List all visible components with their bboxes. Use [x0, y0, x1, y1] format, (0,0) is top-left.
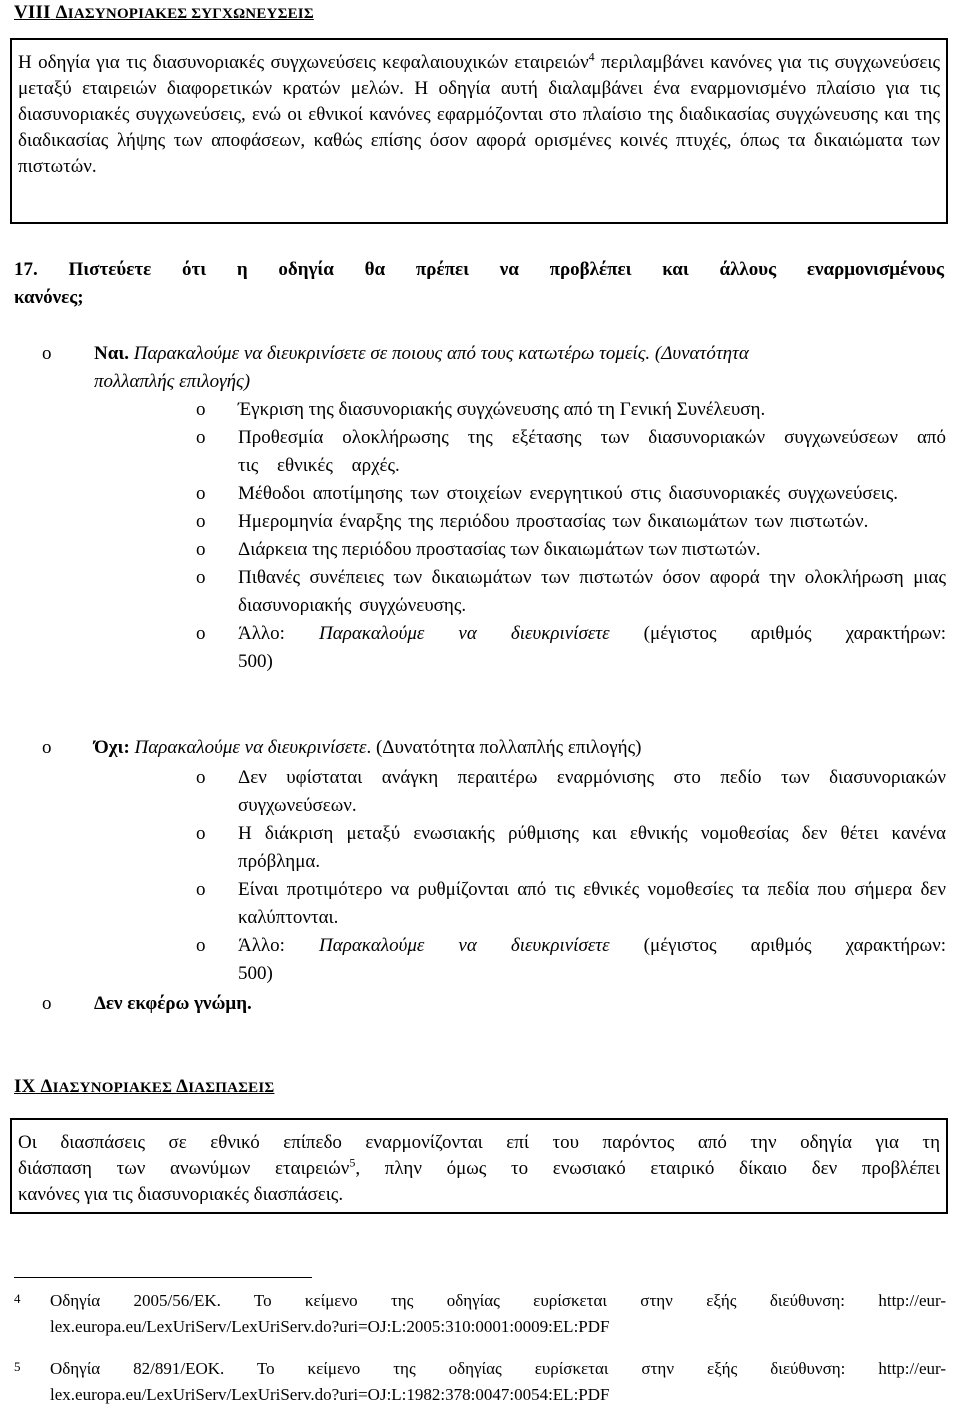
no-item-other[interactable]: o Άλλο: Παρακαλούμε να διευκρινίσετε (μέγιστος αριθμός χαρακτήρων: 500) [196, 932, 946, 988]
checkbox-bullet-icon[interactable]: o [196, 567, 206, 588]
radio-bullet-icon[interactable]: o [42, 737, 52, 758]
no-item[interactable]: o Δεν υφίσταται ανάγκη περαιτέρω εναρμόνισης στο πεδίο των διασυνοριακών συγχωνεύσεων. [196, 764, 946, 820]
question-17: 17. Πιστεύετε ότι η οδηγία θα πρέπει να προβλέπει και άλλους εναρμονισμένους κανόνες; [14, 259, 944, 308]
footnote-link[interactable]: lex.europa.eu/LexUriServ/LexUriServ.do?uri=OJ:L:2005:310:0001:0009:EL:PDF [50, 1317, 610, 1336]
checkbox-bullet-icon[interactable]: o [196, 623, 206, 644]
checkbox-bullet-icon[interactable]: o [196, 399, 206, 420]
intro-box-mergers [10, 38, 948, 224]
checkbox-bullet-icon[interactable]: o [196, 767, 206, 788]
footnote-separator [14, 1277, 312, 1278]
yes-item-other[interactable]: o Άλλο: Παρακαλούμε να διευκρινίσετε (μέγιστος αριθμός χαρακτήρων: 500) [196, 620, 946, 676]
intro-box-text: Η οδηγία για τις διασυνοριακές συγχωνεύσεις κεφαλαιουχικών εταιρειών$^4$ περιλαμβάνει κανόνες για τις συγχωνεύσεις μεταξύ εταιρειών διαφορετικών κρατών μελών. Η οδηγία αυτή διαλαμβάνει ένα εναρμονισμένο πλαίσιο για τις διασυνοριακές συγχωνεύσεις, ενώ οι εθνικοί κανόνες εφαρμόζονται στο πλαίσιο της διαδικασίας συγχώνευσης και της διαδικασίας λήψης των αποφάσεων, καθώς επίσης όσον αφορά ορισμένες κοινές πτυχές, όπως τα δικαιώματα των πιστωτών. [18, 49, 940, 177]
yes-item[interactable]: o Μέθοδοι αποτίμησης των στοιχείων ενεργητικού στις διασυνοριακές συγχωνεύσεις. [196, 480, 946, 508]
radio-bullet-icon[interactable]: o [42, 993, 52, 1014]
checkbox-bullet-icon[interactable]: o [196, 427, 206, 448]
checkbox-bullet-icon[interactable]: o [196, 483, 206, 504]
yes-item[interactable]: o Ημερομηνία έναρξης της περιόδου προστασίας των δικαιωμάτων των πιστωτών. [196, 508, 946, 536]
option-no[interactable]: o Όχι: Παρακαλούμε να διευκρινίσετε. (Δυνατότητα πολλαπλής επιλογής) [42, 734, 948, 762]
no-items-list [196, 764, 946, 988]
footnote-4: 4 Οδηγία 2005/56/ΕΚ. Το κείμενο της οδηγίας ευρίσκεται στην εξής διεύθυνση: http://eur- lex.europa.eu/LexUriServ/LexUriServ.do?uri=OJ:L:2005:310:0001:0009:EL:PDF [14, 1288, 946, 1340]
yes-item[interactable]: o Έγκριση της διασυνοριακής συγχώνευσης από τη Γενική Συνέλευση. [196, 396, 946, 424]
checkbox-bullet-icon[interactable]: o [196, 539, 206, 560]
checkbox-bullet-icon[interactable]: o [196, 823, 206, 844]
footnote-link[interactable]: lex.europa.eu/LexUriServ/LexUriServ.do?uri=OJ:L:1982:378:0047:0054:EL:PDF [50, 1385, 610, 1404]
intro-box-divisions: Οι διασπάσεις σε εθνικό επίπεδο εναρμονίζονται επί του παρόντος από την οδηγία για τη διάσπαση των ανωνύμων εταιρειών$^5$, πλην όμως το ενωσιακό εταιρικό δίκαιο δεν προβλέπει κανόνες για τις διασυνοριακές διασπάσεις. [10, 1118, 948, 1214]
section-heading-ix: IX ΔΙΑΣΥΝΟΡΙΑΚΕΣ ΔΙΑΣΠΑΣΕΙΣ [14, 1076, 275, 1097]
yes-item[interactable]: o Πιθανές συνέπειες των δικαιωμάτων των πιστωτών όσον αφορά την ολοκλήρωση μιας διασυνοριακής συγχώνευσης. [196, 564, 946, 620]
section-heading-viii: VIII ΔΙΑΣΥΝΟΡΙΑΚΕΣ ΣΥΓΧΩΝΕΥΣΕΙΣ [14, 2, 314, 23]
option-no-opinion[interactable]: o Δεν εκφέρω γνώμη. [42, 990, 948, 1018]
no-item[interactable]: o Η διάκριση μεταξύ ενωσιακής ρύθμισης και εθνικής νομοθεσίας δεν θέτει κανένα πρόβλημα. [196, 820, 946, 876]
yes-item[interactable]: o Διάρκεια της περιόδου προστασίας των δικαιωμάτων των πιστωτών. [196, 536, 946, 564]
footnote-ref-5[interactable]: 5 [349, 1155, 356, 1170]
yes-item[interactable]: o Προθεσμία ολοκλήρωσης της εξέτασης των διασυνοριακών συγχωνεύσεων από τις εθνικές αρχές. [196, 424, 946, 480]
no-item[interactable]: o Είναι προτιμότερο να ρυθμίζονται από τις εθνικές νομοθεσίες τα πεδία που σήμερα δεν καλύπτονται. [196, 876, 946, 932]
checkbox-bullet-icon[interactable]: o [196, 879, 206, 900]
footnote-5: 5 Οδηγία 82/891/ΕΟΚ. Το κείμενο της οδηγίας ευρίσκεται στην εξής διεύθυνση: http://eur- lex.europa.eu/LexUriServ/LexUriServ.do?uri=OJ:L:1982:378:0047:0054:EL:PDF [14, 1356, 946, 1408]
checkbox-bullet-icon[interactable]: o [196, 935, 206, 956]
yes-items-list [196, 396, 946, 676]
radio-bullet-icon[interactable]: o [42, 343, 52, 364]
footnote-ref-4[interactable]: 4 [588, 49, 595, 64]
option-yes[interactable]: o Ναι. Παρακαλούμε να διευκρινίσετε σε ποιους από τους κατωτέρω τομείς. (Δυνατότητα πολλαπλής επιλογής) [42, 340, 948, 396]
checkbox-bullet-icon[interactable]: o [196, 511, 206, 532]
